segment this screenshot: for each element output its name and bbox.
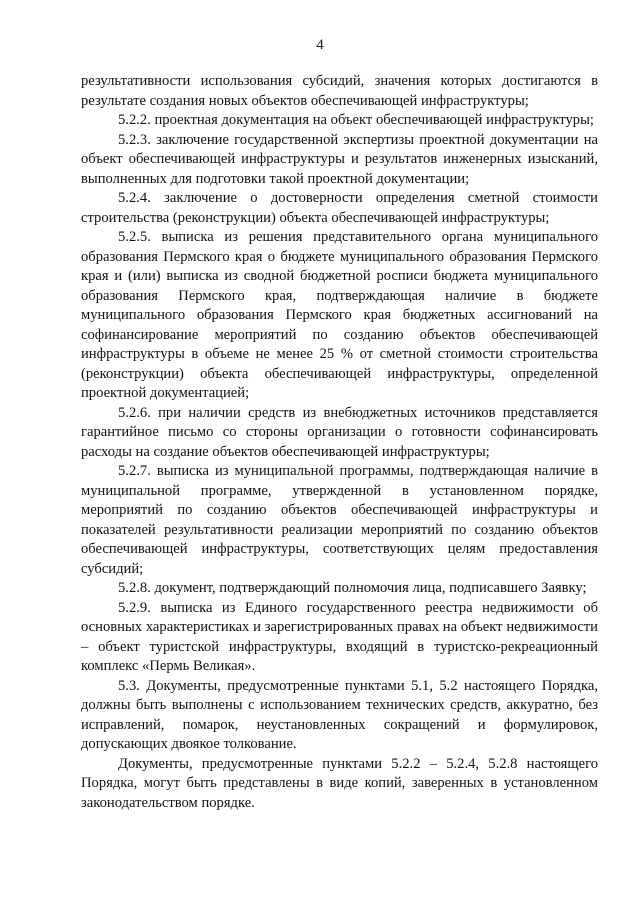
paragraph-documents-copies: Документы, предусмотренные пунктами 5.2.2 – 5.2.4, 5.2.8 настоящего Порядка, могут быть представлены в виде копий, заверенных в установленном законодательством порядке. [81, 755, 598, 811]
paragraph-5-2-7: 5.2.7. выписка из муниципальной программы, подтверждающая наличие в муниципальной программе, утвержденной в установленном порядке, мероприятий по созданию объектов обеспечивающей инфраструктуры и показателей результативности реализации мероприятий по созданию объектов обеспечивающей инфраструктуры, соответствующих целям предоставления субсидий; [81, 463, 598, 577]
paragraph-5-2-2: 5.2.2. проектная документация на объект обеспечивающей инфраструктуры; [118, 112, 594, 128]
paragraph-5-2-5: 5.2.5. выписка из решения представительного органа муниципального образования Пермского края о бюджете муниципального образования Пермского края и (или) выписка из сводной бюджетной росписи бюджета муниципального образования Пермского края, подтверждающая наличие в бюджете муниципального образования Пермского края бюджетных ассигнований на софинансирование мероприятий по созданию объектов обеспечивающей инфраструктуры в объеме не менее 25 % от сметной стоимости строительства (реконструкции) объекта обеспечивающей инфраструктуры, определенной проектной документацией; [81, 229, 598, 401]
paragraph-5-2-6: 5.2.6. при наличии средств из внебюджетных источников представляется гарантийное письмо со стороны организации о готовности софинансировать расходы на создание объектов обеспечивающей инфраструктуры; [81, 404, 598, 460]
page-number: 4 [316, 37, 324, 53]
paragraph-continuation: результативности использования субсидий, значения которых достигаются в результате создания новых объектов обеспечивающей инфраструктуры; [81, 73, 598, 109]
paragraph-5-2-3: 5.2.3. заключение государственной экспертизы проектной документации на объект обеспечивающей инфраструктуры и результатов инженерных изысканий, выполненных для подготовки такой проектной документации; [81, 131, 598, 187]
paragraph-5-3: 5.3. Документы, предусмотренные пунктами 5.1, 5.2 настоящего Порядка, должны быть выполнены с использованием технических средств, аккуратно, без исправлений, помарок, неустановленных сокращений и формулировок, допускающих двоякое толкование. [81, 677, 598, 752]
paragraph-5-2-8: 5.2.8. документ, подтверждающий полномочия лица, подписавшего Заявку; [118, 580, 587, 596]
document-body [81, 72, 598, 813]
paragraph-5-2-9: 5.2.9. выписка из Единого государственного реестра недвижимости об основных характеристиках и зарегистрированных правах на объект недвижимости – объект туристской инфраструктуры, входящий в туристско-рекреационный комплекс «Пермь Великая». [81, 599, 598, 674]
paragraph-5-2-4: 5.2.4. заключение о достоверности определения сметной стоимости строительства (реконструкции) объекта обеспечивающей инфраструктуры; [81, 190, 598, 226]
